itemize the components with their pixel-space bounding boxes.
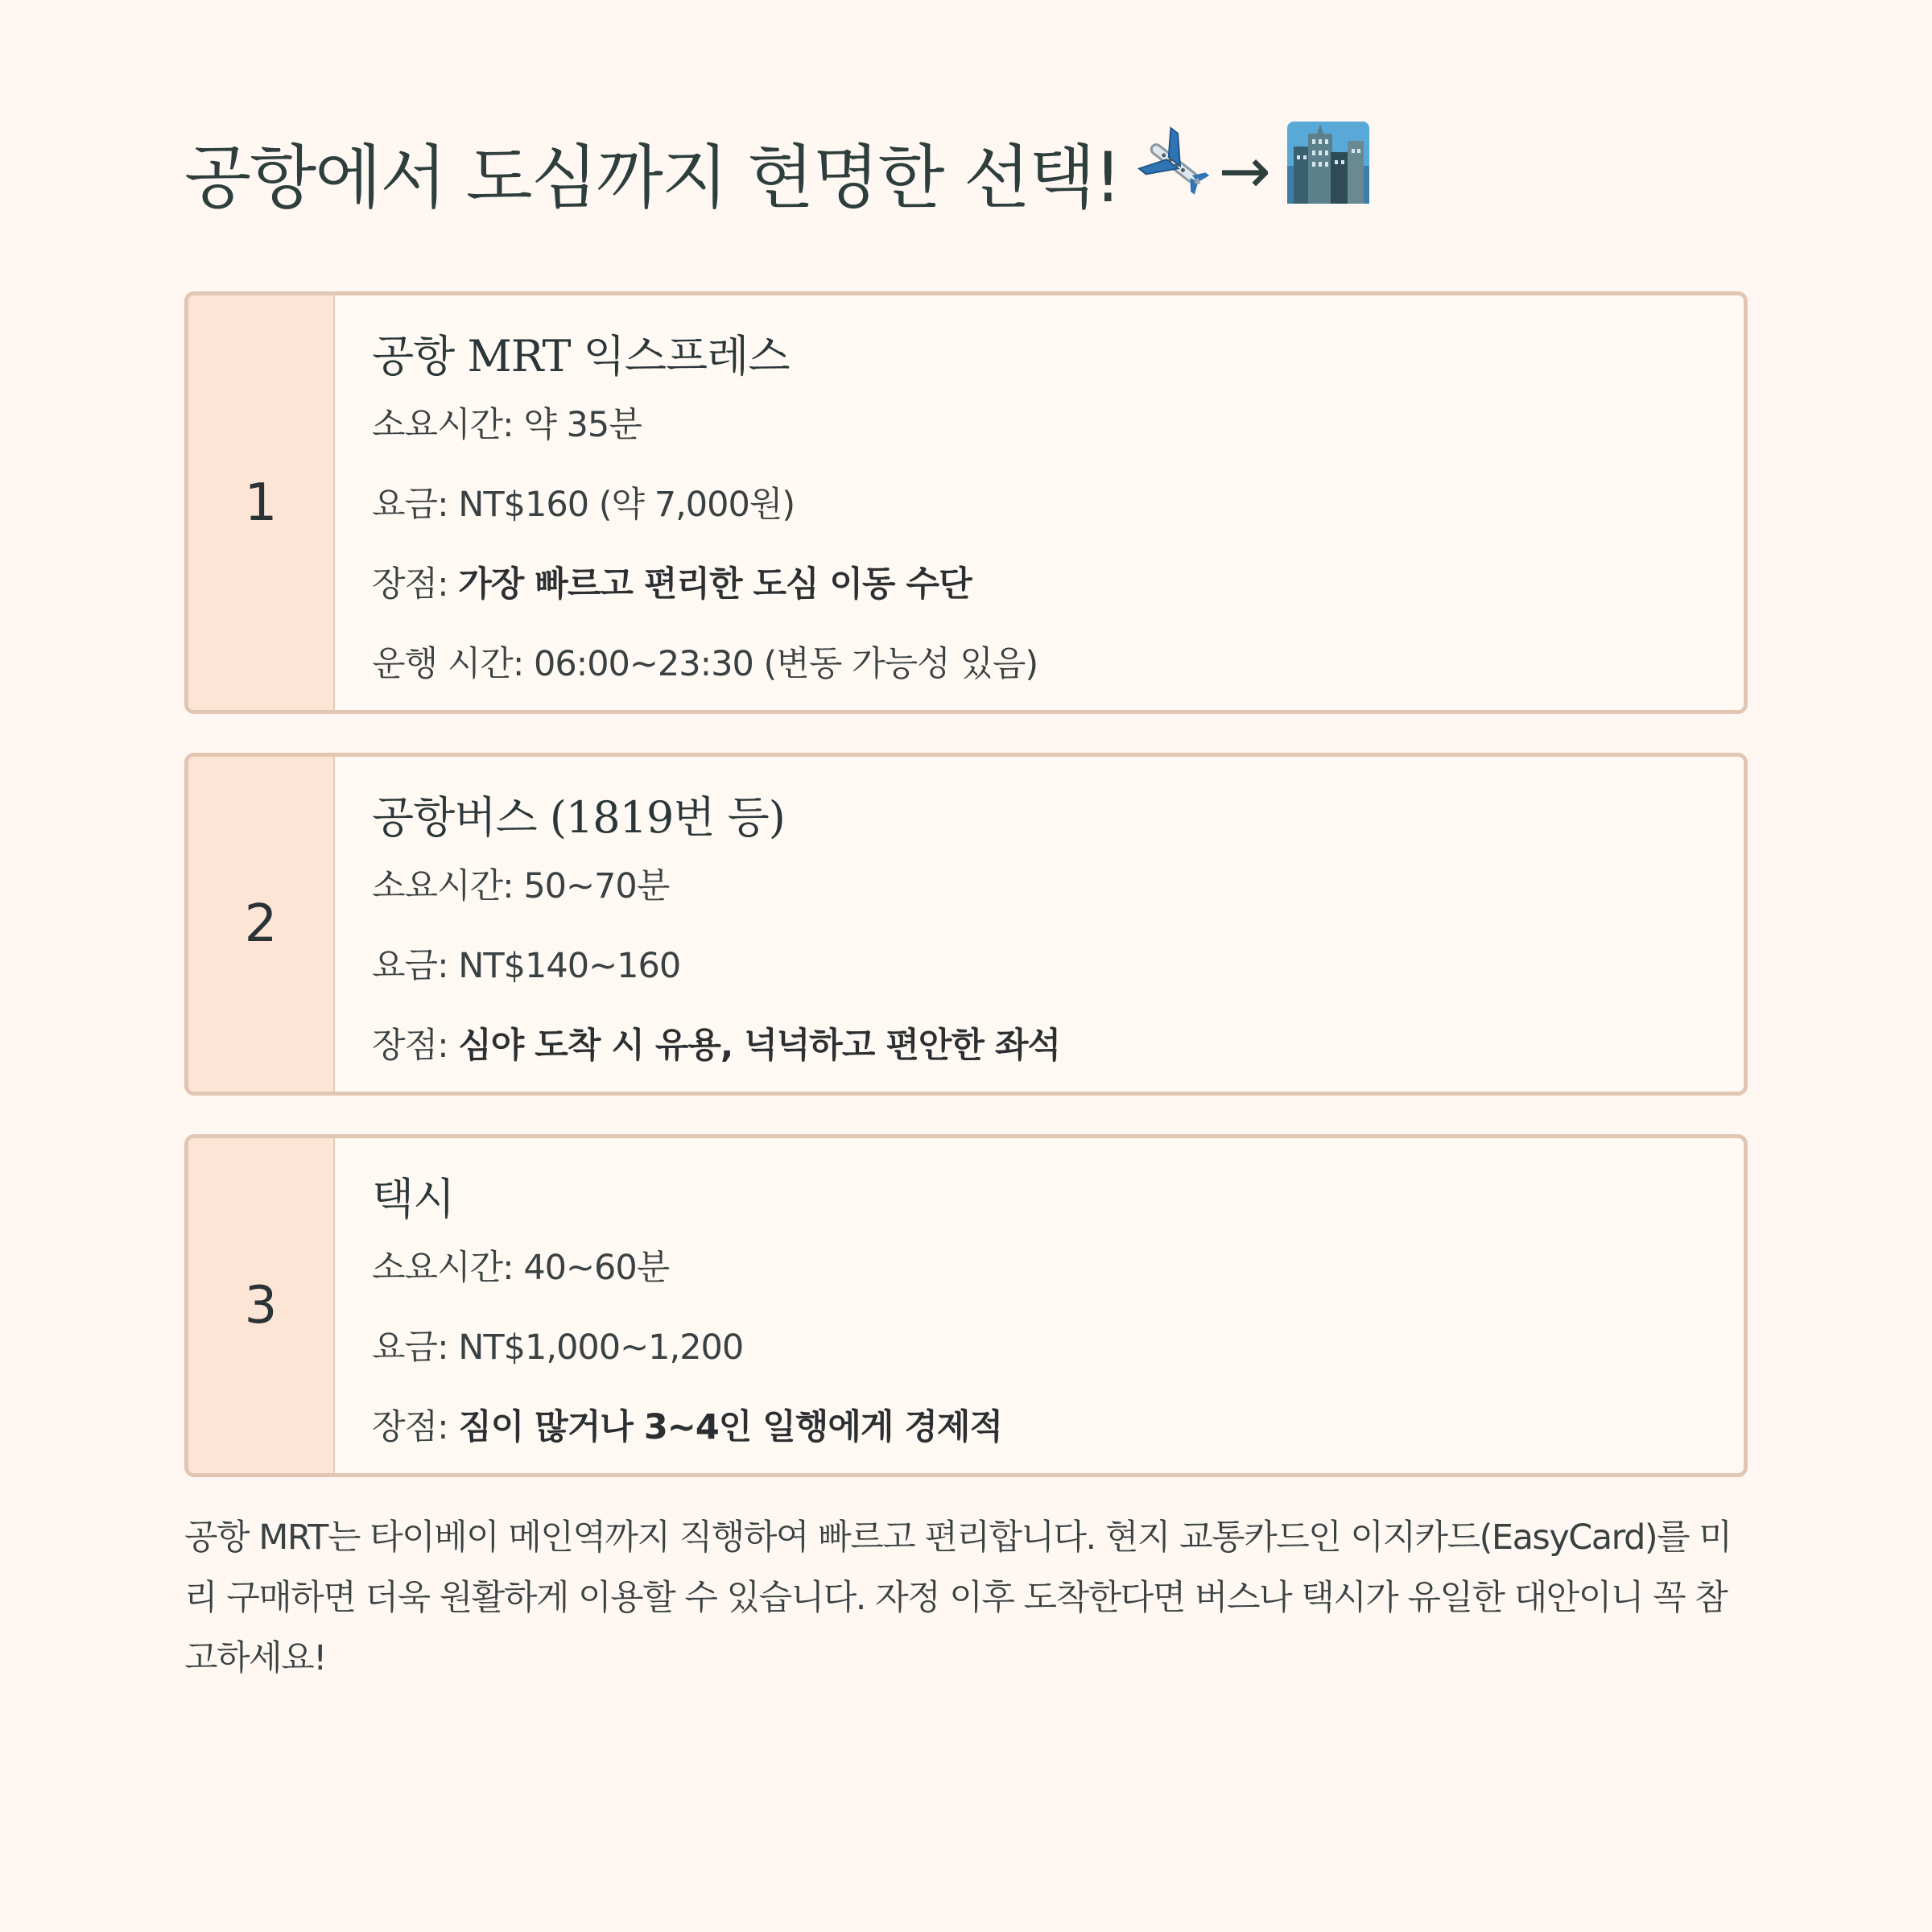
advantage-label: 장점: <box>372 1026 448 1066</box>
travel-time-value: 약 35분 <box>523 405 642 445</box>
option-content <box>335 757 1744 1092</box>
travel-time-row <box>372 403 1707 447</box>
fare-row <box>372 1326 1707 1369</box>
fare-label: 요금: <box>372 1327 448 1368</box>
advantage-value: 짐이 많거나 3~4인 일행에게 경제적 <box>458 1407 1002 1447</box>
advantage-value: 심야 도착 시 유용, 넉넉하고 편안한 좌석 <box>458 1026 1061 1066</box>
fare-value: NT$1,000~1,200 <box>458 1327 744 1368</box>
advantage-row <box>372 563 1707 606</box>
fare-label: 요금: <box>372 946 448 986</box>
option-number: 2 <box>188 757 335 1092</box>
arrow-right-icon: → <box>1218 134 1269 208</box>
advantage-row <box>372 1024 1707 1067</box>
travel-time-label: 소요시간: <box>372 1248 514 1288</box>
transport-option-card-taxi <box>184 1134 1748 1477</box>
transport-option-card-mrt <box>184 291 1748 714</box>
option-title: 공항 MRT 익스프레스 <box>372 331 790 382</box>
travel-time-row <box>372 1246 1707 1290</box>
advantage-label: 장점: <box>372 1407 448 1447</box>
travel-time-value: 50~70분 <box>523 866 670 906</box>
transport-guide-page <box>184 117 1748 1724</box>
option-content <box>335 1138 1744 1473</box>
option-title: 택시 <box>372 1174 455 1224</box>
advantage-value: 가장 빠르고 편리한 도심 이동 수단 <box>458 564 972 605</box>
operating-hours-value: 06:00~23:30 (변동 가능성 있음) <box>533 644 1038 684</box>
advantage-label: 장점: <box>372 564 448 605</box>
transport-options-list <box>184 291 1748 1477</box>
travel-time-label: 소요시간: <box>372 866 514 906</box>
operating-hours-row <box>372 642 1707 686</box>
option-number: 1 <box>188 295 335 710</box>
option-content <box>335 295 1744 710</box>
fare-value: NT$140~160 <box>458 946 681 986</box>
fare-row <box>372 944 1707 988</box>
travel-time-label: 소요시간: <box>372 405 514 445</box>
airplane-icon <box>1134 122 1215 220</box>
fare-row <box>372 483 1707 526</box>
page-title-text: 공항에서 도심까지 현명한 선택! <box>184 137 1121 218</box>
page-title <box>184 117 1748 225</box>
footer-note: 공항 MRT는 타이베이 메인역까지 직행하여 빠르고 편리합니다. 현지 교통카드인 이지카드(EasyCard)를 미리 구매하면 더욱 원활하게 이용할 수 있습니다. 자정 이후 도착한다면 버스나 택시가 유일한 대안이니 꼭 참고하세요! <box>184 1517 1732 1678</box>
fare-value: NT$160 (약 7,000원) <box>458 485 795 525</box>
cityscape-icon <box>1287 122 1369 221</box>
option-number: 3 <box>188 1138 335 1473</box>
fare-label: 요금: <box>372 485 448 525</box>
operating-hours-label: 운행 시간: <box>372 644 524 684</box>
advantage-row <box>372 1406 1707 1449</box>
travel-time-value: 40~60분 <box>523 1248 670 1288</box>
transport-option-card-bus <box>184 753 1748 1096</box>
option-title: 공항버스 (1819번 등) <box>372 792 785 843</box>
travel-time-row <box>372 865 1707 908</box>
